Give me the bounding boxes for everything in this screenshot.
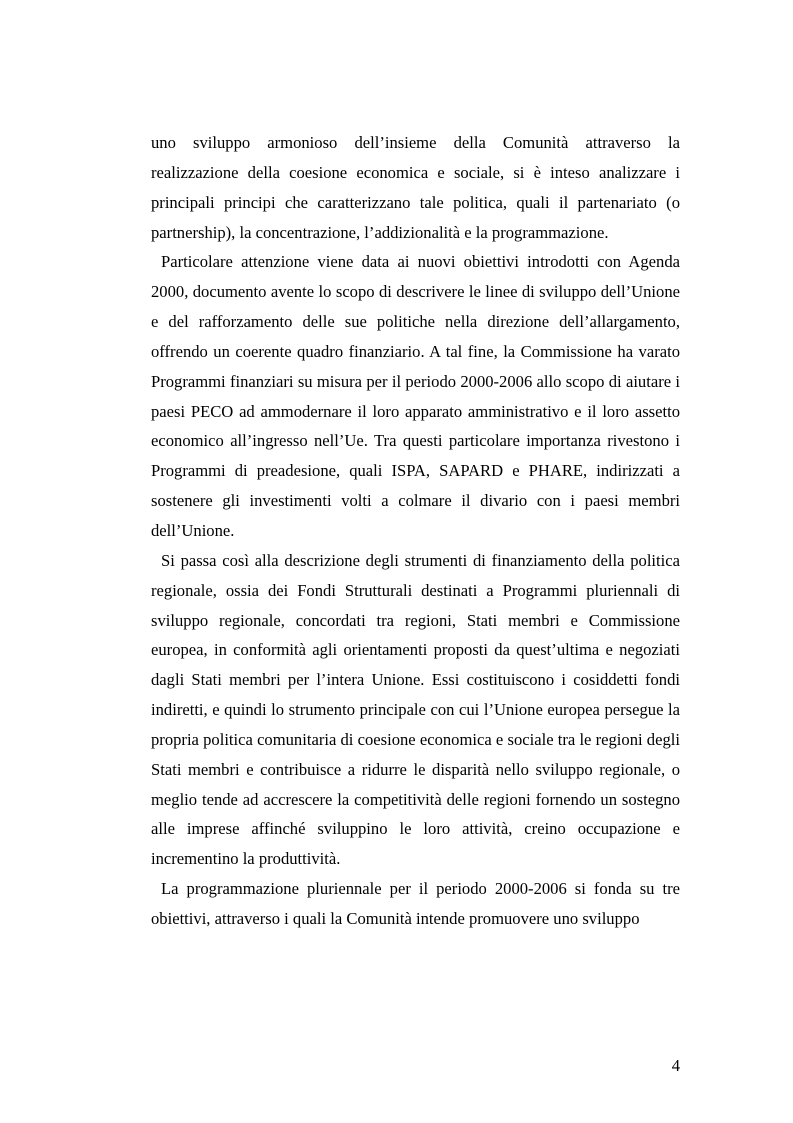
page-body [151, 128, 680, 934]
paragraph-2: Particolare attenzione viene data ai nuovi obiettivi introdotti con Agenda 2000, documento avente lo scopo di descrivere le linee di sviluppo dell’Unione e del rafforzamento delle sue politiche nella direzione dell’allargamento, offrendo un coerente quadro finanziario. A tal fine, la Commissione ha varato Programmi finanziari su misura per il periodo 2000-2006 allo scopo di aiutare i paesi PECO ad ammodernare il loro apparato amministrativo e il loro assetto economico all’ingresso nell’Ue. Tra questi particolare importanza rivestono i Programmi di preadesione, quali ISPA, SAPARD e PHARE, indirizzati a sostenere gli investimenti volti a colmare il divario con i paesi membri dell’Unione. [151, 252, 680, 540]
paragraph-3: Si passa così alla descrizione degli strumenti di finanziamento della politica regionale, ossia dei Fondi Strutturali destinati a Programmi pluriennali di sviluppo regionale, concordati tra regioni, Stati membri e Commissione europea, in conformità agli orientamenti proposti da quest’ultima e negoziati dagli Stati membri per l’intera Unione. Essi costituiscono i cosiddetti fondi indiretti, e quindi lo strumento principale con cui l’Unione europea persegue la propria politica comunitaria di coesione economica e sociale tra le regioni degli Stati membri e contribuisce a ridurre le disparità nello sviluppo regionale, o meglio tende ad accrescere la competitività delle regioni fornendo un sostegno alle imprese affinché sviluppino le loro attività, creino occupazione e incrementino la produttività. [151, 550, 680, 869]
page-number: 4 [671, 1056, 680, 1075]
paragraph-1: uno sviluppo armonioso dell’insieme della Comunità attraverso la realizzazione della coesione economica e sociale, si è inteso analizzare i principali principi che caratterizzano tale politica, quali il partenariato (o partnership), la concentrazione, l’addizionalità e la programmazione. [151, 133, 680, 242]
paragraph-4: La programmazione pluriennale per il periodo 2000-2006 si fonda su tre obiettivi, attraverso i quali la Comunità intende promuovere uno sviluppo [151, 879, 680, 928]
